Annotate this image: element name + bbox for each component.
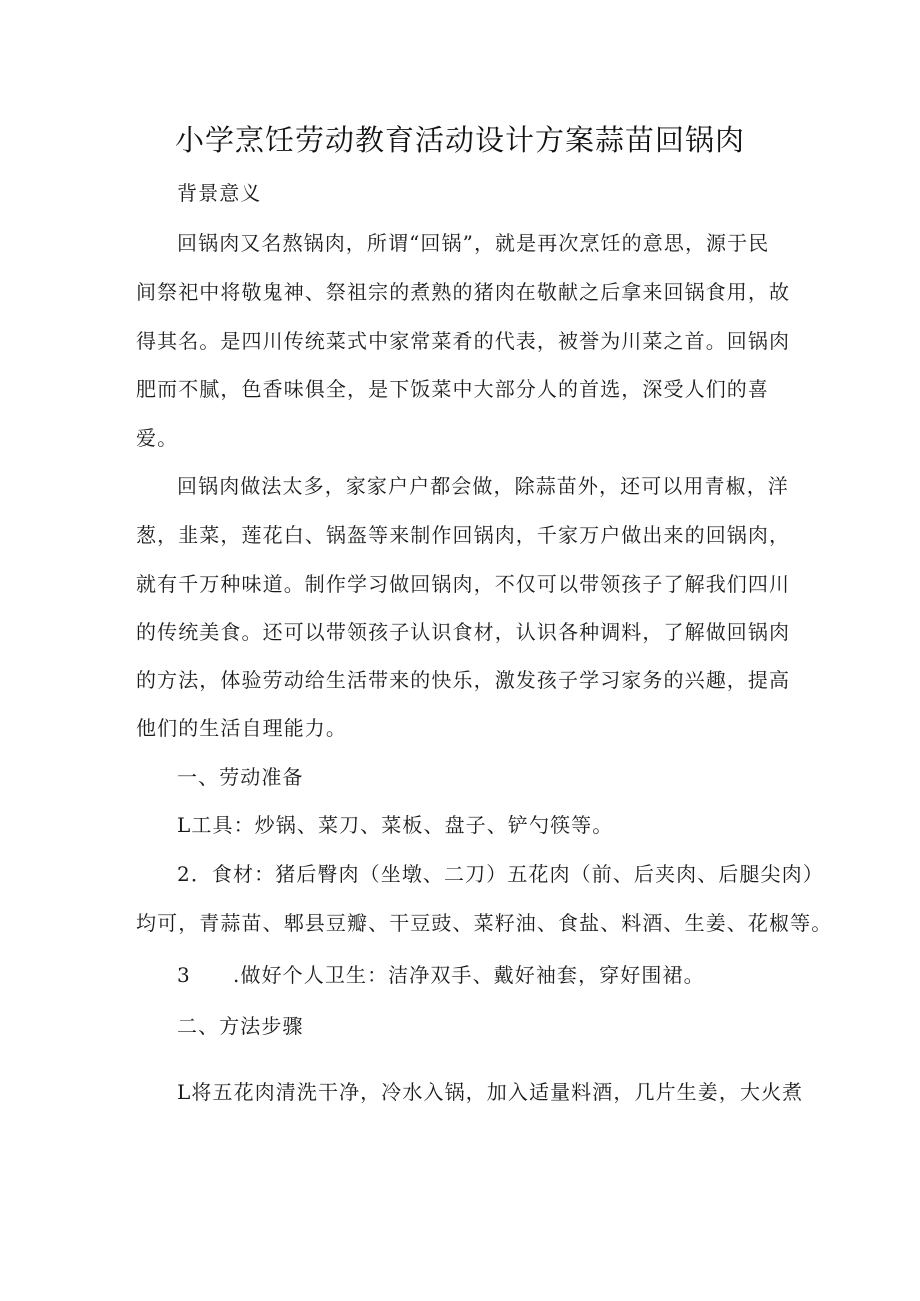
paragraph-line: 的传统美食。还可以带领孩子认识食材，认识各种调料，了解做回锅肉 [136, 620, 791, 644]
list-item-ingredients-continued: 均可，青蒜苗、郫县豆瓣、干豆豉、菜籽油、食盐、料酒、生姜、花椒等。 [136, 911, 833, 935]
paragraph-line: 葱，韭菜，莲花白、锅盔等来制作回锅肉，千家万户做出来的回锅肉， [136, 523, 791, 547]
paragraph-line: 他们的生活自理能力。 [136, 716, 347, 740]
list-item-step-1: L将五花肉清洗干净，冷水入锅，加入适量料酒，几片生姜，大火煮 [177, 1080, 804, 1104]
paragraph-line: 肥而不腻，色香味俱全，是下饭菜中大部分人的首选，深受人们的喜 [136, 377, 769, 401]
list-item-tools: L工具：炒锅、菜刀、菜板、盘子、铲勺筷等。 [177, 813, 614, 837]
list-item-ingredients: 2．食材：猪后臀肉（坐墩、二刀）五花肉（前、后夹肉、后腿尖肉） [177, 862, 824, 886]
paragraph-line: 就有千万种味道。制作学习做回锅肉，不仅可以带领孩子了解我们四川 [136, 572, 791, 596]
section-heading-background: 背景意义 [177, 181, 262, 205]
paragraph-line: 得其名。是四川传统菜式中家常菜肴的代表，被誉为川菜之首。回锅肉 [136, 329, 791, 353]
paragraph-line: 的方法，体验劳动给生活带来的快乐，激发孩子学习家务的兴趣，提高 [136, 668, 791, 692]
list-item-hygiene: 3 .做好个人卫生：洁净双手、戴好袖套，穿好围裙。 [177, 963, 705, 987]
section-heading-preparation: 一、劳动准备 [177, 765, 304, 789]
paragraph-line: 回锅肉又名熬锅肉，所谓“回锅”，就是再次烹饪的意思，源于民 [177, 231, 770, 255]
paragraph-line: 回锅肉做法太多，家家户户都会做，除蒜苗外，还可以用青椒，洋 [177, 474, 789, 498]
paragraph-line: 爱。 [136, 426, 179, 450]
section-heading-steps: 二、方法步骤 [177, 1014, 304, 1038]
document-title: 小学烹饪劳动教育活动设计方案蒜苗回锅肉 [174, 123, 745, 157]
paragraph-line: 间祭祀中将敬鬼神、祭祖宗的煮熟的猪肉在敬献之后拿来回锅食用，故 [136, 280, 791, 304]
